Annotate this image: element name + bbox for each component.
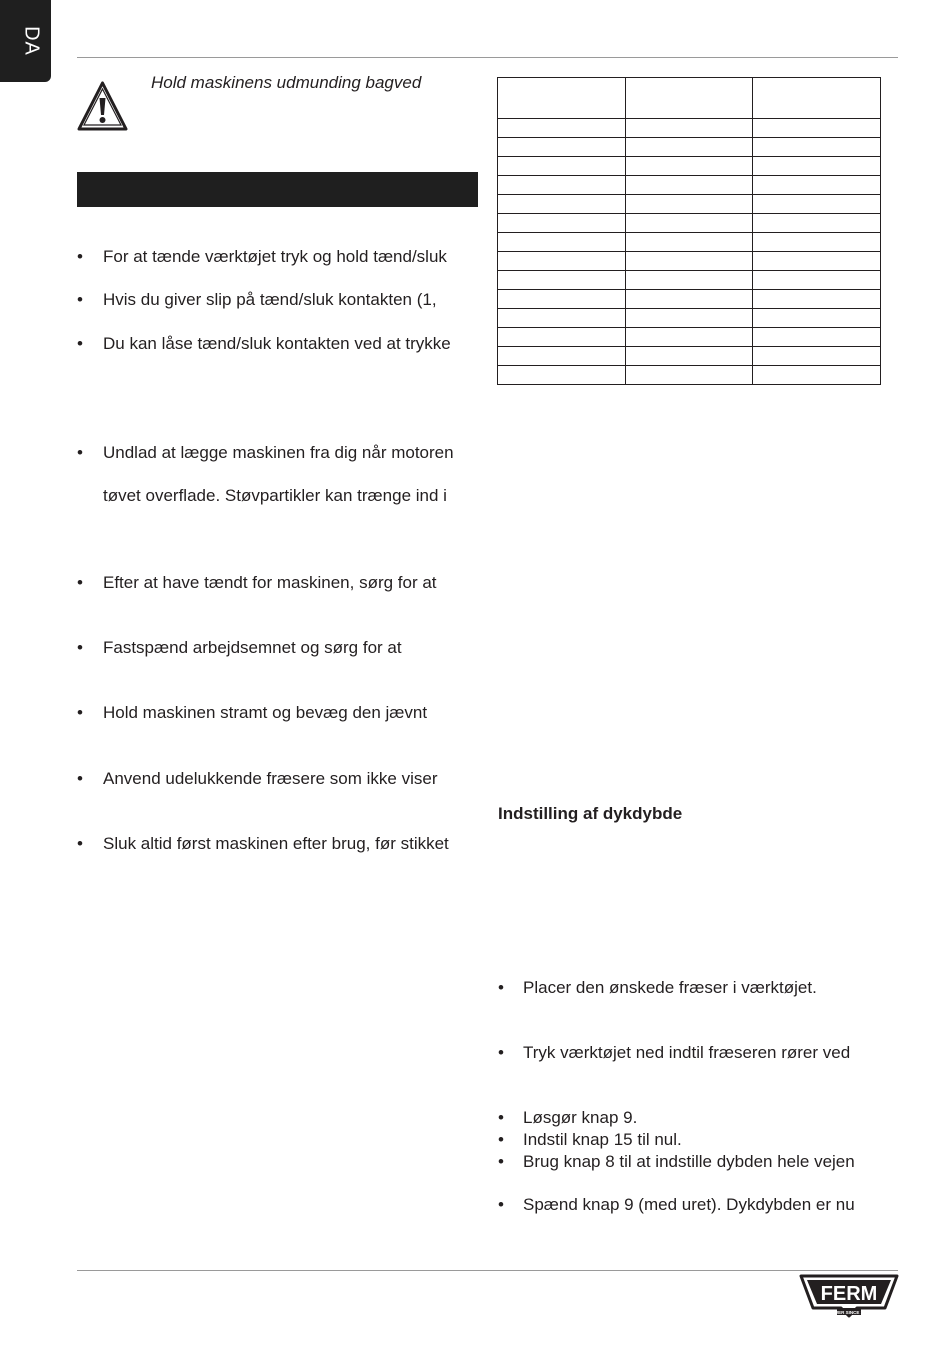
table-cell: [625, 290, 753, 309]
list-item: [77, 573, 437, 593]
list-item-text: Anvend udelukkende fræsere som ikke viser: [103, 769, 438, 788]
table-cell: [753, 195, 881, 214]
bullet-marker: •: [498, 1108, 504, 1127]
list-item: [498, 978, 817, 998]
table-cell: [498, 78, 626, 119]
list-item-text: Løsgør knap 9.: [523, 1108, 638, 1127]
bullet-marker: •: [77, 247, 83, 266]
table-cell: [498, 176, 626, 195]
bullet-marker: •: [77, 769, 83, 788]
bullet-marker: •: [498, 1130, 504, 1149]
list-item: [77, 247, 447, 267]
table-cell: [498, 347, 626, 366]
table-cell: [753, 233, 881, 252]
table-cell: [625, 328, 753, 347]
list-item: [498, 1130, 682, 1150]
table-cell: [625, 271, 753, 290]
list-item: [77, 638, 402, 658]
table-cell: [753, 252, 881, 271]
table-cell: [753, 214, 881, 233]
list-item: [498, 1043, 850, 1063]
list-item-text: Hold maskinen stramt og bevæg den jævnt: [103, 703, 428, 722]
table-row: [498, 119, 881, 138]
table-row: [498, 309, 881, 328]
list-item-text: Du kan låse tænd/sluk kontakten ved at trykke: [103, 334, 451, 353]
language-code: DA: [20, 26, 43, 56]
footer-rule: [77, 1270, 898, 1271]
table-cell: [753, 309, 881, 328]
list-item-text: Sluk altid først maskinen efter brug, før stikket: [103, 834, 449, 853]
table-row: [498, 252, 881, 271]
table-cell: [753, 271, 881, 290]
table-cell: [498, 252, 626, 271]
table-cell: [498, 290, 626, 309]
table-row: [498, 138, 881, 157]
list-item-text: Hvis du giver slip på tænd/sluk kontakten (1,: [103, 290, 437, 309]
table-cell: [625, 138, 753, 157]
table-cell: [625, 195, 753, 214]
list-item: [77, 703, 427, 723]
table-row: [498, 195, 881, 214]
table-cell: [498, 366, 626, 385]
bullet-marker: •: [498, 1195, 504, 1214]
table-cell: [625, 176, 753, 195]
header-rule: [77, 57, 898, 58]
table-cell: [753, 290, 881, 309]
table-cell: [498, 328, 626, 347]
table-cell: [625, 233, 753, 252]
bullet-marker: •: [77, 834, 83, 853]
list-item-continuation: tøvet overflade. Støvpartikler kan trænge ind i: [103, 486, 447, 505]
table-cell: [753, 119, 881, 138]
bullet-marker: •: [77, 334, 83, 353]
language-tab: [0, 0, 51, 82]
list-item: [77, 834, 449, 854]
table-cell: [753, 78, 881, 119]
table-cell: [625, 366, 753, 385]
bullet-marker: •: [77, 443, 83, 462]
ferm-logo: [799, 1274, 899, 1318]
table-cell: [625, 119, 753, 138]
list-item: [498, 1152, 855, 1172]
bullet-marker: •: [77, 703, 83, 722]
table-cell: [753, 328, 881, 347]
table-cell: [753, 366, 881, 385]
list-item-text: Spænd knap 9 (med uret). Dykdybden er nu: [523, 1195, 855, 1214]
table-cell: [625, 347, 753, 366]
logo-wordmark: FERM: [820, 1283, 878, 1305]
table-cell: [753, 347, 881, 366]
table-header-row: [498, 78, 881, 119]
table-row: [498, 233, 881, 252]
table-row: [498, 176, 881, 195]
list-item: [77, 334, 451, 354]
table-cell: [625, 252, 753, 271]
table-cell: [753, 176, 881, 195]
list-item: [77, 443, 454, 463]
bullet-marker: •: [77, 638, 83, 657]
table-cell: [498, 233, 626, 252]
list-item-text: Indstil knap 15 til nul.: [523, 1130, 682, 1149]
bullet-marker: •: [498, 1043, 504, 1062]
table-cell: [625, 309, 753, 328]
bullet-marker: •: [498, 1152, 504, 1171]
bullet-marker: •: [498, 978, 504, 997]
table-cell: [498, 119, 626, 138]
warning-text: Hold maskinens udmunding bagved: [151, 73, 422, 92]
table-cell: [498, 271, 626, 290]
table-cell: [753, 157, 881, 176]
warning-triangle-icon: [76, 80, 129, 132]
list-item-text: Undlad at lægge maskinen fra dig når motoren: [103, 443, 454, 462]
logo-tagline: POWER SINCE 1965: [827, 1310, 871, 1315]
table-cell: [498, 157, 626, 176]
specification-table: [497, 77, 881, 385]
list-item-text: Placer den ønskede fræser i værktøjet.: [523, 978, 817, 997]
list-item-text: Efter at have tændt for maskinen, sørg for at: [103, 573, 437, 592]
list-item-text: Brug knap 8 til at indstille dybden hele vejen: [523, 1152, 855, 1171]
table-row: [498, 214, 881, 233]
table-cell: [498, 138, 626, 157]
table-cell: [498, 214, 626, 233]
table-cell: [753, 138, 881, 157]
list-item-text: Tryk værktøjet ned indtil fræseren rører ved: [523, 1043, 851, 1062]
table-row: [498, 328, 881, 347]
table-row: [498, 290, 881, 309]
list-item-text: For at tænde værktøjet tryk og hold tænd/sluk: [103, 247, 447, 266]
table-row: [498, 271, 881, 290]
section-heading-bar: [77, 172, 478, 207]
bullet-marker: •: [77, 573, 83, 592]
table-cell: [625, 157, 753, 176]
table-cell: [498, 309, 626, 328]
table-cell: [625, 214, 753, 233]
list-item: [498, 1108, 637, 1128]
table-row: [498, 157, 881, 176]
table-row: [498, 347, 881, 366]
table-cell: [498, 195, 626, 214]
bullet-marker: •: [77, 290, 83, 309]
section-heading: Indstilling af dykdybde: [498, 804, 683, 823]
table-cell: [625, 78, 753, 119]
list-item: [498, 1195, 855, 1215]
table-row: [498, 366, 881, 385]
list-item: [77, 290, 437, 310]
list-item-text: Fastspænd arbejdsemnet og sørg for at: [103, 638, 402, 657]
list-item: [77, 769, 438, 789]
